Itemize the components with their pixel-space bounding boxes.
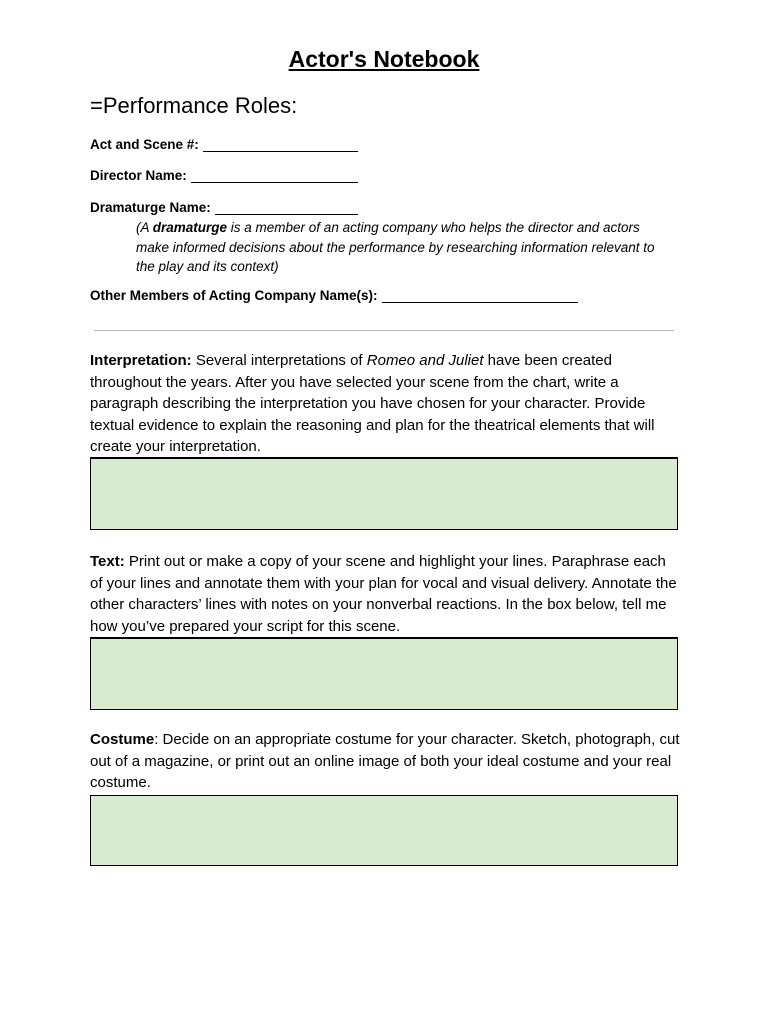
text-answer-box[interactable]	[90, 637, 678, 710]
section-heading: =Performance Roles:	[90, 93, 298, 118]
text-label: Text:	[90, 553, 125, 570]
note-prefix: (A	[136, 220, 153, 235]
director-field	[90, 168, 358, 183]
interpretation-label: Interpretation:	[90, 352, 192, 369]
dramaturge-note	[136, 218, 676, 277]
act-scene-field	[90, 137, 358, 152]
director-blank[interactable]	[191, 170, 358, 183]
dramaturge-label: Dramaturge Name:	[90, 200, 211, 215]
note-term: dramaturge	[152, 220, 228, 235]
dramaturge-blank[interactable]	[215, 202, 358, 215]
other-members-label: Other Members of Acting Company Name(s):	[90, 288, 378, 303]
costume-answer-box[interactable]	[90, 795, 678, 866]
document-title: Actor's Notebook	[288, 46, 480, 72]
interpretation-text-before: Several interpretations of	[191, 352, 367, 369]
act-scene-label: Act and Scene #:	[90, 137, 199, 152]
costume-instructions	[90, 729, 680, 794]
costume-body: : Decide on an appropriate costume for your character. Sketch, photograph, cut out of a magazine, or print out an online image of both your ideal costume and your real costume.	[90, 731, 680, 792]
director-label: Director Name:	[90, 168, 187, 183]
other-members-field	[90, 288, 578, 303]
section-divider	[94, 330, 674, 331]
interpretation-instructions	[90, 350, 680, 458]
text-instructions	[90, 551, 680, 637]
interpretation-text-after: have been created throughout the years. After you have selected your scene from the chart, write a paragraph describing the interpretation you have chosen for your character. Provide textual evidence to explain the reasoning and plan for the theatrical elements that will create your interpretation.	[90, 352, 655, 456]
costume-label: Costume	[90, 731, 155, 748]
act-scene-blank[interactable]	[203, 139, 358, 152]
play-title: Romeo and Juliet	[366, 352, 484, 369]
interpretation-answer-box[interactable]	[90, 457, 678, 530]
text-body: Print out or make a copy of your scene and highlight your lines. Paraphrase each of your lines and annotate them with your plan for vocal and visual delivery. Annotate the other characters’ lines with notes on your nonverbal reactions. In the box below, tell me how you’ve prepared your script for this scene.	[90, 553, 677, 635]
note-body: is a member of an acting company who helps the director and actors make informed decisions about the performance by researching information relevant to the play and its context)	[136, 220, 655, 274]
other-members-blank[interactable]	[382, 290, 578, 303]
dramaturge-field	[90, 200, 358, 215]
